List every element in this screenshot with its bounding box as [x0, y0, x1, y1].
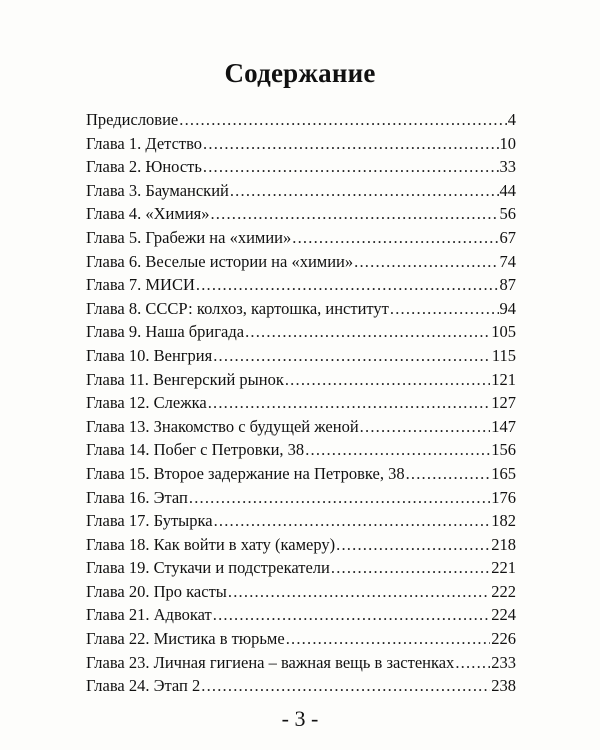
toc-entry-page: 222 — [491, 581, 516, 601]
toc-entry — [86, 462, 516, 486]
toc-leader-dots — [336, 533, 490, 557]
toc-leader-dots — [331, 556, 490, 580]
toc-entry-title: Глава 19. Стукачи и подстрекатели — [86, 558, 330, 578]
toc-entry-title: Глава 21. Адвокат — [86, 605, 212, 625]
toc-leader-dots — [179, 108, 507, 132]
toc-entry — [86, 486, 516, 510]
toc-entry — [86, 627, 516, 651]
toc-entry-title: Глава 24. Этап 2 — [86, 676, 201, 696]
toc-entry-title: Глава 14. Побег с Петровки, 38 — [86, 440, 305, 460]
toc-entry — [86, 320, 516, 344]
toc-leader-dots — [228, 580, 490, 604]
toc-entry — [86, 509, 516, 533]
toc-entry-page: 4 — [507, 110, 516, 129]
toc-leader-dots — [189, 486, 490, 510]
toc-entry-title: Предисловие — [86, 110, 179, 129]
toc-entry-page: 218 — [491, 534, 516, 554]
toc-entry-title: Глава 20. Про касты — [86, 581, 227, 601]
table-of-contents — [86, 108, 516, 698]
page-title: Содержание — [224, 58, 376, 88]
toc-leader-dots — [245, 320, 490, 344]
toc-entry-title: Глава 5. Грабежи на «химии» — [86, 227, 292, 247]
toc-leader-dots — [214, 509, 491, 533]
toc-entry-page: 221 — [491, 558, 516, 578]
toc-entry — [86, 344, 516, 368]
toc-leader-dots — [203, 132, 498, 156]
toc-entry-title: Глава 7. МИСИ — [86, 275, 195, 295]
toc-entry-page: 44 — [499, 180, 516, 200]
toc-entry — [86, 533, 516, 557]
toc-leader-dots — [305, 438, 490, 462]
toc-entry-page: 127 — [491, 393, 516, 413]
toc-entry-title: Глава 6. Веселые истории на «химии» — [86, 251, 354, 271]
toc-entry-title: Глава 3. Бауманский — [86, 180, 229, 200]
toc-entry — [86, 556, 516, 580]
toc-entry-page: 224 — [491, 605, 516, 625]
toc-leader-dots — [390, 297, 499, 321]
toc-entry-title: Глава 22. Мистика в тюрьме — [86, 629, 285, 649]
toc-entry-title: Глава 18. Как войти в хату (камеру) — [86, 534, 336, 554]
toc-entry-page: 10 — [499, 133, 516, 153]
toc-entry-title: Глава 17. Бутырка — [86, 511, 213, 531]
toc-leader-dots — [210, 202, 498, 226]
toc-leader-dots — [201, 674, 490, 698]
toc-entry-page: 94 — [499, 298, 516, 318]
toc-entry — [86, 674, 516, 698]
toc-entry-page: 165 — [491, 463, 516, 483]
toc-entry — [86, 226, 516, 250]
toc-leader-dots — [286, 627, 491, 651]
toc-leader-dots — [354, 250, 498, 274]
toc-leader-dots — [360, 415, 491, 439]
toc-entry-title: Глава 12. Слежка — [86, 393, 207, 413]
toc-entry-page: 147 — [491, 416, 516, 436]
toc-entry-page: 233 — [491, 652, 516, 672]
toc-entry — [86, 438, 516, 462]
toc-entry — [86, 250, 516, 274]
toc-leader-dots — [208, 391, 491, 415]
toc-entry-page: 105 — [491, 322, 516, 342]
toc-leader-dots — [196, 273, 499, 297]
toc-leader-dots — [285, 368, 490, 392]
toc-leader-dots — [406, 462, 491, 486]
toc-entry — [86, 108, 516, 132]
toc-entry — [86, 415, 516, 439]
toc-entry-page: 33 — [499, 157, 516, 177]
toc-entry-page: 182 — [491, 511, 516, 531]
toc-leader-dots — [213, 603, 491, 627]
toc-entry-title: Глава 11. Венгерский рынок — [86, 369, 284, 389]
toc-entry-page: 115 — [491, 345, 516, 365]
toc-entry-title: Глава 9. Наша бригада — [86, 322, 245, 342]
toc-entry-title: Глава 15. Второе задержание на Петровке, 38 — [86, 463, 405, 483]
toc-entry-title: Глава 10. Венгрия — [86, 345, 213, 365]
toc-entry-page: 156 — [491, 440, 516, 460]
toc-entry-title: Глава 2. Юность — [86, 157, 202, 177]
toc-entry-page: 226 — [491, 629, 516, 649]
toc-entry — [86, 179, 516, 203]
toc-entry — [86, 297, 516, 321]
toc-entry-title: Глава 4. «Химия» — [86, 204, 210, 224]
toc-entry-page: 74 — [499, 251, 516, 271]
toc-leader-dots — [203, 155, 499, 179]
toc-entry-page: 176 — [491, 487, 516, 507]
toc-entry — [86, 155, 516, 179]
toc-leader-dots — [230, 179, 499, 203]
toc-entry — [86, 132, 516, 156]
toc-entry — [86, 391, 516, 415]
page-number: - 3 - — [281, 706, 319, 731]
toc-entry-page: 121 — [491, 369, 516, 389]
toc-entry — [86, 273, 516, 297]
toc-entry — [86, 651, 516, 675]
toc-leader-dots — [455, 651, 490, 675]
toc-entry-page: 238 — [491, 676, 516, 696]
toc-leader-dots — [292, 226, 498, 250]
toc-leader-dots — [213, 344, 491, 368]
toc-entry — [86, 202, 516, 226]
toc-entry — [86, 368, 516, 392]
toc-entry-page: 67 — [499, 227, 516, 247]
toc-entry — [86, 603, 516, 627]
toc-entry-title: Глава 8. СССР: колхоз, картошка, институт — [86, 298, 389, 318]
toc-entry-page: 56 — [499, 204, 516, 224]
toc-entry-title: Глава 1. Детство — [86, 133, 203, 153]
toc-entry-page: 87 — [499, 275, 516, 295]
toc-entry-title: Глава 16. Этап — [86, 487, 188, 507]
toc-entry-title: Глава 13. Знакомство с будущей женой — [86, 416, 359, 436]
toc-entry — [86, 580, 516, 604]
toc-entry-title: Глава 23. Личная гигиена – важная вещь в застенках — [86, 652, 455, 672]
